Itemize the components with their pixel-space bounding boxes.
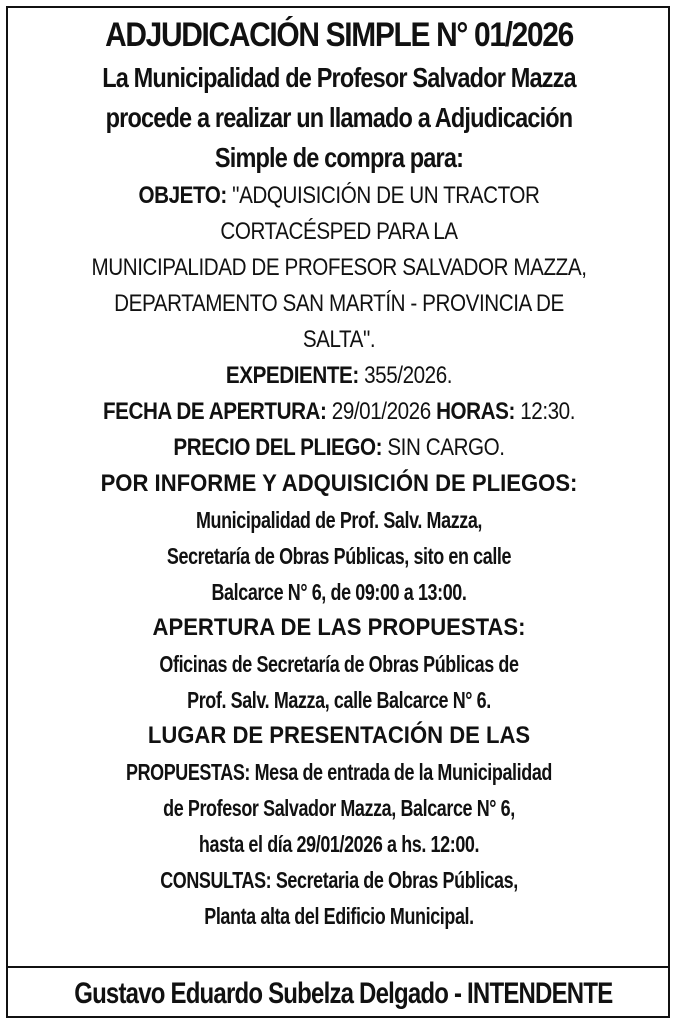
precio-line — [56, 430, 622, 466]
apertura-line-1: Oficinas de Secretaría de Obras Públicas de — [159, 651, 519, 677]
signature: Gustavo Eduardo Subelza Delgado - INTENDENTE — [74, 977, 613, 1010]
intro-line-3: Simple de compra para: — [214, 142, 464, 173]
consultas-value: Secretaria de Obras Públicas, — [275, 867, 518, 893]
apertura-line-2: Prof. Salv. Mazza, calle Balcarce N° 6. — [187, 687, 491, 713]
horas-value: 12:30. — [520, 398, 576, 425]
fecha-label: FECHA DE APERTURA: — [102, 398, 327, 425]
notice-body — [10, 10, 668, 934]
objeto-label: OBJETO: — [138, 182, 227, 209]
intro-line-2: procede a realizar un llamado a Adjudicación — [105, 102, 573, 133]
signature-divider — [8, 966, 670, 968]
lugar-line-3: hasta el día 29/01/2026 a hs. 12:00. — [198, 831, 480, 857]
informe-line-1: Municipalidad de Prof. Salv. Mazza, — [195, 507, 483, 533]
precio-value: SIN CARGO. — [387, 434, 505, 461]
objeto-line-4: DEPARTAMENTO SAN MARTÍN - PROVINCIA DE — [114, 290, 564, 317]
lugar-line-2: de Profesor Salvador Mazza, Balcarce N° 6, — [163, 795, 515, 821]
lugar-label: PROPUESTAS: — [126, 759, 250, 785]
objeto-line-3: MUNICIPALIDAD DE PROFESOR SALVADOR MAZZA, — [91, 254, 587, 281]
consultas-line-2: Planta alta del Edificio Municipal. — [204, 903, 474, 929]
lugar-heading: LUGAR DE PRESENTACIÓN DE LAS — [147, 722, 531, 749]
apertura-heading: APERTURA DE LAS PROPUESTAS: — [152, 614, 526, 641]
consultas-label: CONSULTAS: — [160, 867, 272, 893]
expediente-value: 355/2026. — [364, 362, 453, 389]
fecha-line — [56, 394, 622, 430]
precio-label: PRECIO DEL PLIEGO: — [173, 434, 383, 461]
informe-line-2: Secretaría de Obras Públicas, sito en calle — [166, 543, 512, 569]
intro-line-1: La Municipalidad de Profesor Salvador Mazza — [102, 62, 576, 93]
lugar-value: Mesa de entrada de la Municipalidad — [254, 759, 552, 785]
informe-line-3: Balcarce N° 6, de 09:00 a 13:00. — [211, 579, 467, 605]
notice-title: ADJUDICACIÓN SIMPLE N° 01/2026 — [105, 16, 573, 54]
objeto-value-1: "ADQUISICIÓN DE UN TRACTOR — [232, 182, 540, 209]
consultas-line-1 — [82, 862, 595, 898]
lugar-line-1 — [82, 754, 595, 790]
informe-heading: POR INFORME Y ADQUISICIÓN DE PLIEGOS: — [100, 470, 578, 497]
expediente-label: EXPEDIENTE: — [225, 362, 359, 389]
objeto-line-5: SALTA". — [302, 326, 376, 353]
fecha-value: 29/01/2026 — [331, 398, 431, 425]
expediente-line — [56, 358, 622, 394]
objeto-line-2: CORTACÉSPED PARA LA — [220, 218, 458, 245]
objeto-line-1 — [56, 178, 622, 214]
horas-label: HORAS: — [436, 398, 515, 425]
